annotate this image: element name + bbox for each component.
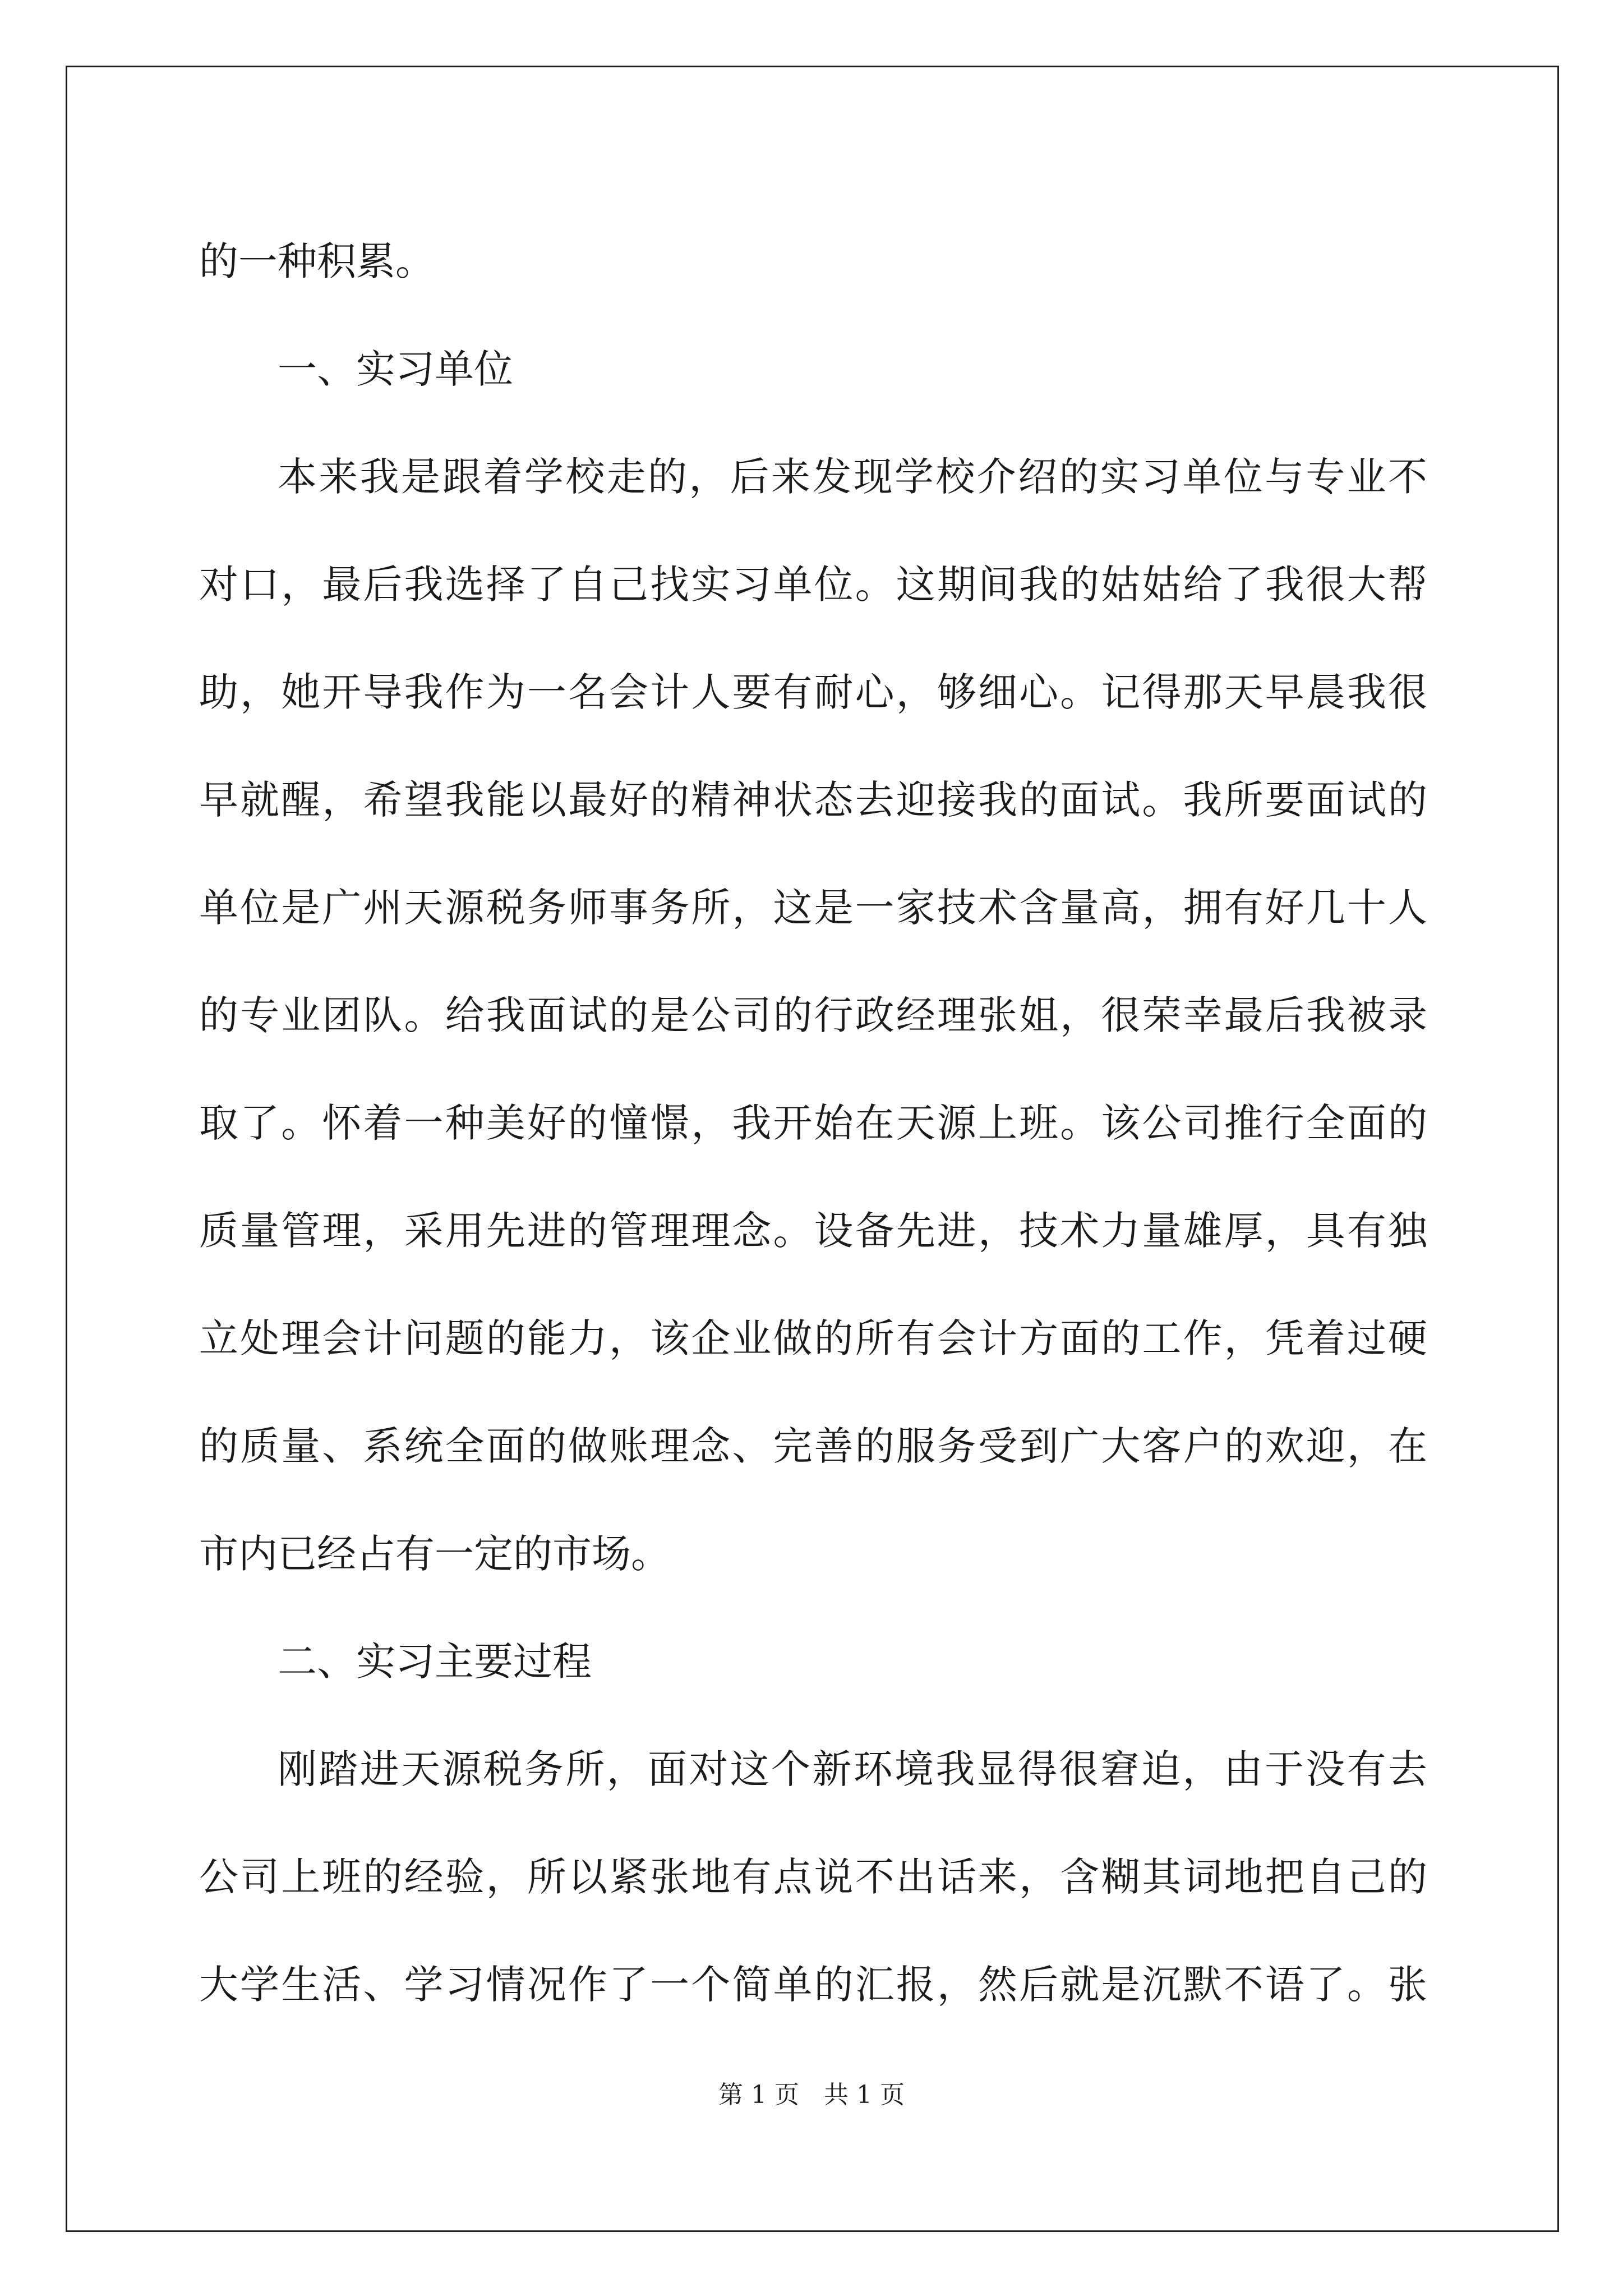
section-heading: 一、实习单位 — [278, 346, 513, 392]
text-line: 大学生活、学习情况作了一个简单的汇报，然后就是沉默不语了。张 — [199, 1962, 1427, 2008]
text-line: 公司上班的经验，所以紧张地有点说不出话来，含糊其词地把自己的 — [199, 1854, 1427, 1900]
text-line: 本来我是跟着学校走的，后来发现学校介绍的实习单位与专业不 — [278, 454, 1427, 500]
section-heading: 二、实习主要过程 — [278, 1639, 592, 1685]
text-line: 刚踏进天源税务所，面对这个新环境我显得很窘迫，由于没有去 — [278, 1746, 1427, 1792]
text-line: 的一种积累。 — [199, 238, 435, 284]
page-footer: 第 1 页 共 1 页 — [718, 2081, 905, 2109]
text-line: 取了。怀着一种美好的憧憬，我开始在天源上班。该公司推行全面的 — [199, 1100, 1427, 1146]
text-line: 的质量、系统全面的做账理念、完善的服务受到广大客户的欢迎，在 — [199, 1423, 1427, 1469]
text-line: 助，她开导我作为一名会计人要有耐心，够细心。记得那天早晨我很 — [199, 669, 1427, 715]
text-line: 质量管理，采用先进的管理理念。设备先进，技术力量雄厚，具有独 — [199, 1208, 1427, 1254]
document-body — [199, 208, 1427, 2039]
text-line: 对口，最后我选择了自己找实习单位。这期间我的姑姑给了我很大帮 — [199, 562, 1427, 608]
text-line: 立处理会计问题的能力，该企业做的所有会计方面的工作，凭着过硬 — [199, 1315, 1427, 1361]
text-line: 早就醒，希望我能以最好的精神状态去迎接我的面试。我所要面试的 — [199, 777, 1427, 823]
text-line: 的专业团队。给我面试的是公司的行政经理张姐，很荣幸最后我被录 — [199, 992, 1427, 1038]
text-line: 单位是广州天源税务师事务所，这是一家技术含量高，拥有好几十人 — [199, 885, 1427, 931]
text-line: 市内已经占有一定的市场。 — [199, 1531, 670, 1577]
